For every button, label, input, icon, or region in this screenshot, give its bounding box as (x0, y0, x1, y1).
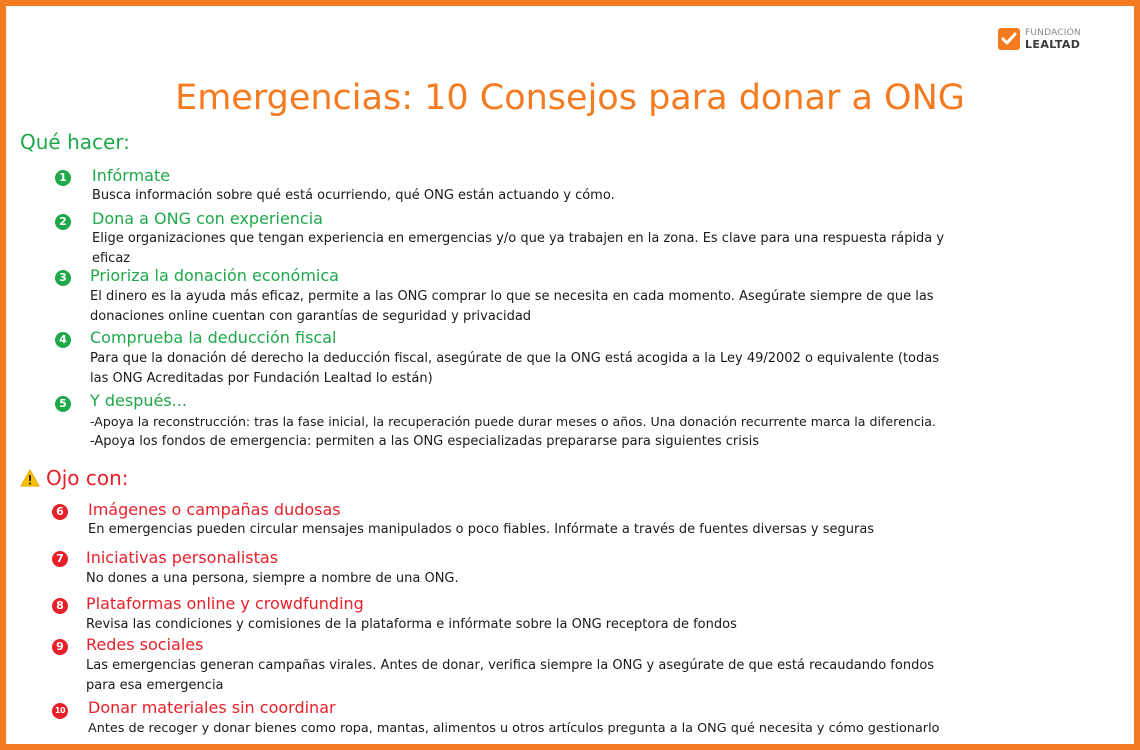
tip-text-line: El dinero es la ayuda más eficaz, permite a las ONG comprar lo que se necesita en cada momento. Asegúrate siempre de que las (90, 289, 934, 304)
logo-line1: FUNDACIÓN (1025, 28, 1081, 38)
number-badge: 1 (55, 170, 71, 186)
checkmark-icon (998, 28, 1020, 50)
warning-title: Plataformas online y crowdfunding (86, 594, 364, 613)
warning-text (86, 569, 1096, 589)
number-badge: 8 (52, 598, 68, 614)
warning-text-line: En emergencias pueden circular mensajes manipulados o poco fiables. Infórmate a través de fuentes diversas y seguras (88, 522, 875, 537)
tip-text-line: donaciones online cuentan con garantías de seguridad y privacidad (90, 309, 532, 324)
tip-text (90, 287, 1100, 327)
number-badge: 2 (55, 214, 71, 230)
tip-text-line: Elige organizaciones que tengan experiencia en emergencias y/o que ya trabajen en la zona. Es clave para una respuesta rápida y (92, 231, 945, 246)
warning-text (88, 719, 1098, 739)
tip-text (90, 349, 1100, 389)
tip-title: Comprueba la deducción fiscal (90, 328, 337, 347)
tip-text-line: Busca información sobre qué está ocurriendo, qué ONG están actuando y cómo. (92, 188, 615, 203)
warning-text (88, 520, 1098, 540)
number-badge: 7 (52, 551, 68, 567)
warning-title: Imágenes o campañas dudosas (88, 500, 341, 519)
warning-text (86, 656, 1096, 696)
tip-title: Prioriza la donación económica (90, 266, 339, 285)
warning-icon (20, 469, 40, 487)
number-badge: 10 (52, 703, 68, 719)
logo-line2: LEALTAD (1025, 38, 1081, 51)
number-badge: 5 (55, 396, 71, 412)
number-badge: 9 (52, 639, 68, 655)
warning-title: Donar materiales sin coordinar (88, 698, 336, 717)
tip-text-line: -Apoya los fondos de emergencia: permiten a las ONG especializadas prepararse para siguientes crisis (90, 434, 760, 449)
warning-text-line: Las emergencias generan campañas virales. Antes de donar, verifica siempre la ONG y asegúrate de que está recaudando fondos (86, 658, 935, 673)
section-heading-do: Qué hacer: (20, 130, 130, 154)
warning-text-line: No dones a una persona, siempre a nombre de una ONG. (86, 571, 459, 586)
tip-text (90, 412, 1120, 452)
tip-text-line: Para que la donación dé derecho la deducción fiscal, asegúrate de que la ONG está acogida a la Ley 49/2002 o equivalente (todas (90, 351, 940, 366)
tip-title: Dona a ONG con experiencia (92, 209, 323, 228)
tip-text-line: -Apoya la reconstrucción: tras la fase inicial, la recuperación puede durar meses o años. Una donación recurrente marca la diferencia. (90, 414, 936, 429)
page-title: Emergencias: 10 Consejos para donar a ONG (175, 78, 965, 118)
warning-text-line: Antes de recoger y donar bienes como ropa, mantas, alimentos u otros artículos pregunta a la ONG qué necesita y cómo gestionarlo (88, 721, 940, 736)
warning-text-line: para esa emergencia (86, 678, 224, 693)
warning-text (86, 615, 1096, 635)
warning-title: Redes sociales (86, 635, 204, 654)
warning-title: Iniciativas personalistas (86, 548, 279, 567)
tip-text-line: eficaz (92, 251, 131, 266)
fundacion-lealtad-logo (998, 28, 1081, 50)
section-heading-watch-label: Ojo con: (46, 466, 129, 490)
bottom-border (0, 744, 1140, 750)
tip-text (92, 229, 1102, 269)
tip-text (92, 186, 1102, 206)
number-badge: 6 (52, 504, 68, 520)
warning-text-line: Revisa las condiciones y comisiones de la plataforma e infórmate sobre la ONG receptora de fondos (86, 617, 737, 632)
tip-text-line: las ONG Acreditadas por Fundación Lealtad lo están) (90, 371, 433, 386)
tip-title: Y después... (90, 391, 187, 410)
number-badge: 3 (55, 270, 71, 286)
tip-title: Infórmate (92, 166, 171, 185)
number-badge: 4 (55, 332, 71, 348)
section-heading-watch (20, 466, 129, 490)
